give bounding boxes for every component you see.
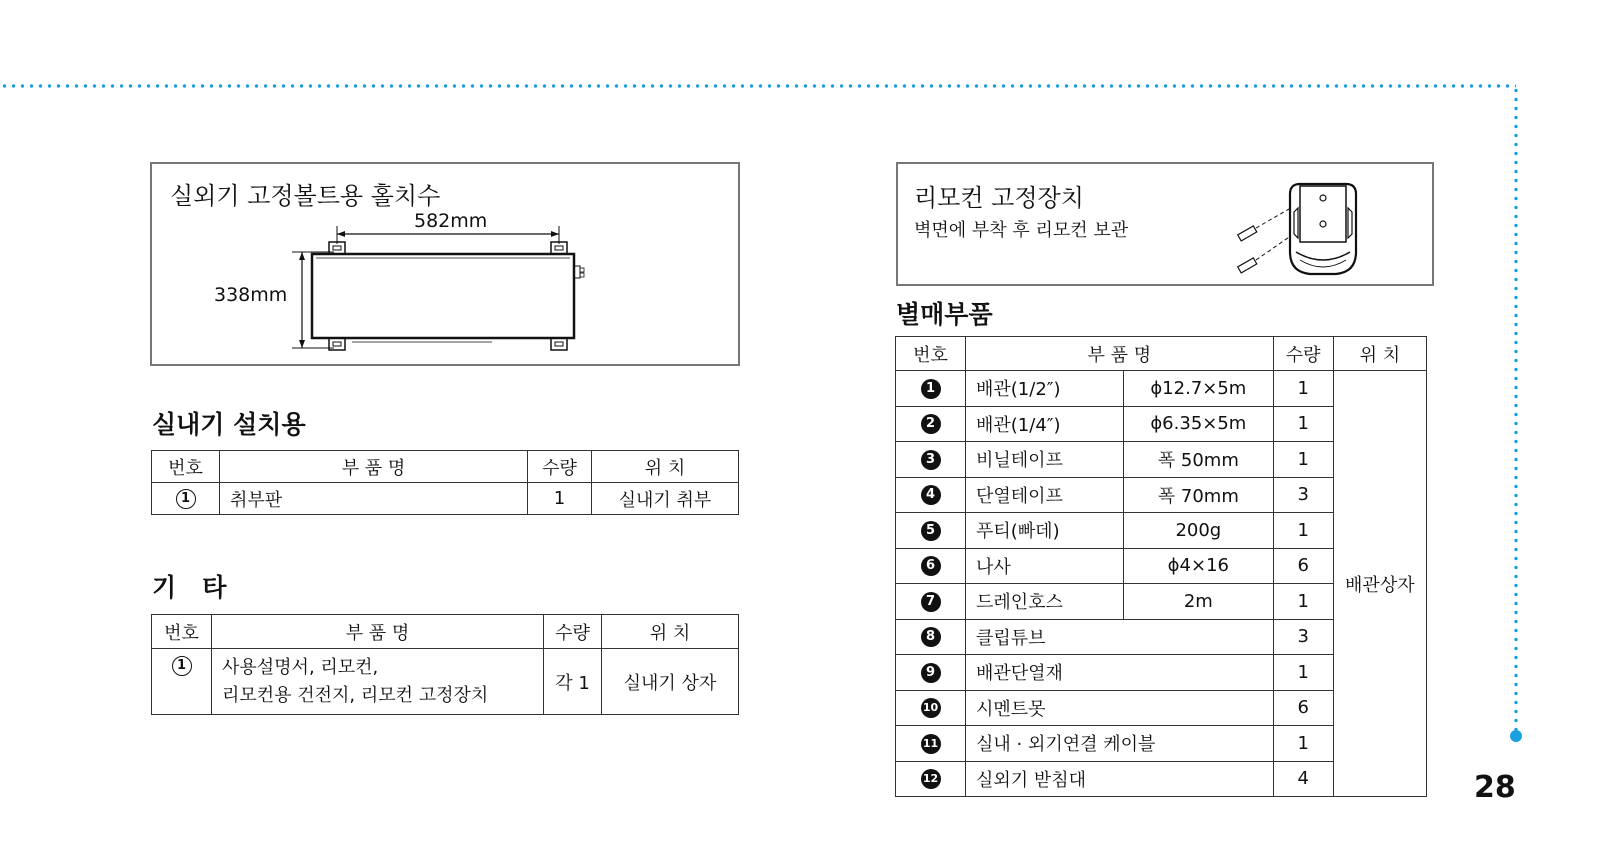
row-qty: 1 (1273, 726, 1333, 762)
dotted-border-end-dot (1510, 730, 1522, 742)
remote-holder-box (896, 162, 1434, 286)
row-num: 9 (896, 655, 966, 691)
table-row (152, 649, 739, 715)
row-num: 5 (896, 513, 966, 549)
row-qty: 3 (1273, 619, 1333, 655)
row-qty: 3 (1273, 477, 1333, 513)
header-qty: 수량 (1273, 337, 1333, 371)
row-name: 배관단열재 (966, 655, 1274, 691)
row-num: 1 (152, 649, 212, 715)
header-loc: 위 치 (592, 451, 739, 483)
row-name: 드레인호스 (966, 584, 1124, 620)
header-loc: 위 치 (602, 615, 739, 649)
header-num: 번호 (152, 451, 220, 483)
row-qty: 6 (1273, 690, 1333, 726)
row-num: 6 (896, 548, 966, 584)
row-loc: 실내기 상자 (602, 649, 739, 715)
remote-holder-subtitle: 벽면에 부착 후 리모컨 보관 (914, 220, 1129, 241)
row-num: 12 (896, 761, 966, 797)
header-qty: 수량 (528, 451, 592, 483)
row-num: 1 (896, 371, 966, 407)
table-header-row (896, 337, 1427, 371)
dotted-border-right (1514, 86, 1518, 736)
row-name: 클립튜브 (966, 619, 1274, 655)
row-name: 배관(1/4″) (966, 406, 1124, 442)
height-label: 338mm (214, 284, 288, 306)
row-num: 4 (896, 477, 966, 513)
row-qty: 6 (1273, 548, 1333, 584)
row-name: 취부판 (220, 483, 528, 515)
header-qty: 수량 (544, 615, 602, 649)
row-name: 배관(1/2″) (966, 371, 1124, 407)
row-name: 비닐테이프 (966, 442, 1124, 478)
remote-holder-illustration (1228, 172, 1388, 282)
row-loc: 실내기 취부 (592, 483, 739, 515)
row-qty: 1 (1273, 513, 1333, 549)
row-name: 나사 (966, 548, 1124, 584)
row-spec: 폭 50mm (1124, 442, 1274, 478)
row-num: 1 (152, 483, 220, 515)
row-qty: 1 (1273, 371, 1333, 407)
header-num: 번호 (896, 337, 966, 371)
row-qty: 1 (1273, 406, 1333, 442)
row-qty: 1 (1273, 442, 1333, 478)
row-num: 2 (896, 406, 966, 442)
header-loc: 위 치 (1333, 337, 1426, 371)
row-num: 10 (896, 690, 966, 726)
indoor-install-heading: 실내기 설치용 (152, 410, 306, 439)
row-name: 단열테이프 (966, 477, 1124, 513)
row-qty: 1 (528, 483, 592, 515)
etc-heading: 기 타 (152, 573, 227, 602)
row-spec: 2m (1124, 584, 1274, 620)
header-name: 부 품 명 (212, 615, 544, 649)
header-name: 부 품 명 (220, 451, 528, 483)
row-name: 시멘트못 (966, 690, 1274, 726)
row-qty: 1 (1273, 655, 1333, 691)
row-num: 3 (896, 442, 966, 478)
remote-holder-title: 리모컨 고정장치 (914, 184, 1084, 212)
dotted-border-top (0, 84, 1516, 88)
header-name: 부 품 명 (966, 337, 1274, 371)
table-header-row (152, 451, 739, 483)
row-spec: 200g (1124, 513, 1274, 549)
row-qty: 각 1 (544, 649, 602, 715)
header-num: 번호 (152, 615, 212, 649)
row-spec: 폭 70mm (1124, 477, 1274, 513)
row-name: 푸티(빠데) (966, 513, 1124, 549)
row-num: 8 (896, 619, 966, 655)
row-num: 11 (896, 726, 966, 762)
page-number: 28 (1474, 770, 1516, 805)
row-spec: ϕ12.7×5m (1124, 371, 1274, 407)
table-row (152, 483, 739, 515)
table-header-row (152, 615, 739, 649)
row-name: 실외기 받침대 (966, 761, 1274, 797)
table-row (896, 371, 1427, 407)
row-num: 7 (896, 584, 966, 620)
row-name-line2: 리모컨용 건전지, 리모컨 고정장치 (222, 684, 489, 706)
row-location: 배관상자 (1333, 371, 1426, 797)
outdoor-bolt-title: 실외기 고정볼트용 홀치수 (170, 182, 441, 210)
row-name (212, 649, 544, 715)
etc-table (151, 614, 739, 715)
row-name-line1: 사용설명서, 리모컨, (222, 656, 379, 678)
width-label: 582mm (414, 210, 488, 232)
separate-parts-table (895, 336, 1427, 797)
separate-heading: 별매부품 (896, 300, 993, 329)
row-spec: ϕ4×16 (1124, 548, 1274, 584)
row-spec: ϕ6.35×5m (1124, 406, 1274, 442)
outdoor-bolt-box (150, 162, 740, 366)
row-qty: 4 (1273, 761, 1333, 797)
outdoor-unit-diagram (152, 164, 738, 364)
row-qty: 1 (1273, 584, 1333, 620)
row-name: 실내 · 외기연결 케이블 (966, 726, 1274, 762)
indoor-install-table (151, 450, 739, 515)
